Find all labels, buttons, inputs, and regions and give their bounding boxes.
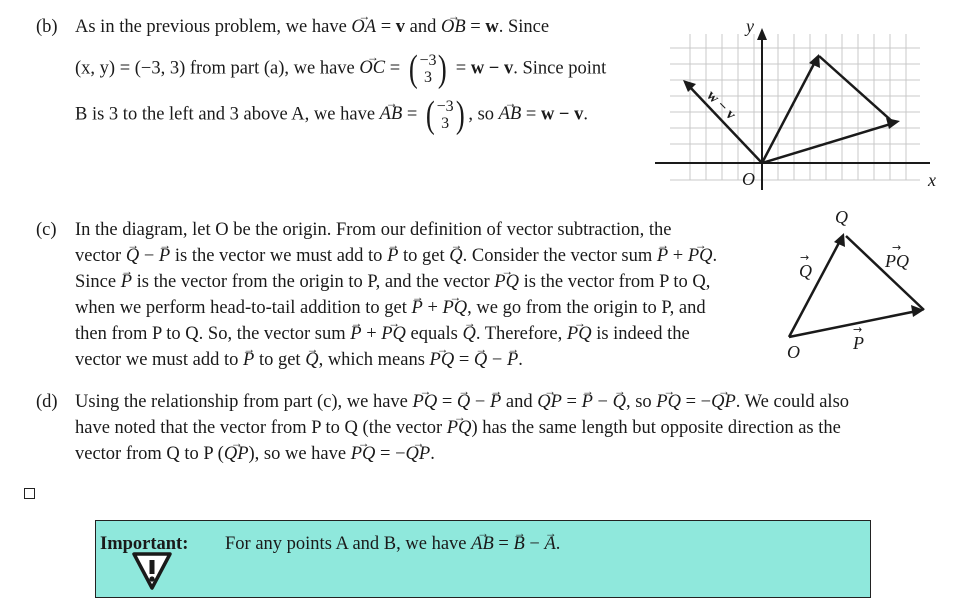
y-axis-label: y	[746, 16, 754, 36]
q-label: Q	[835, 207, 848, 227]
vector-pq	[846, 236, 924, 310]
part-b-line-2: (x, y) = (−3, 3) from part (a), we have → OC = ( −3 3 ) = w − v. Since point	[75, 50, 606, 88]
part-c-label: (c)	[36, 220, 57, 240]
vector-oa: → OA	[351, 16, 376, 38]
vector-ob: → OB	[441, 16, 466, 38]
part-c-line-1: In the diagram, let O be the origin. From our definition of vector subtraction, the	[75, 220, 672, 240]
p-vector-label: P	[853, 333, 864, 353]
vector-ab-2: → AB	[499, 103, 522, 125]
p-vector-arrow: →	[853, 323, 863, 336]
vector-oc: → OC	[359, 57, 385, 79]
end-of-proof-square	[24, 488, 35, 499]
origin-label: O	[742, 169, 755, 189]
part-c-line-6: vector we must add to → P to get → Q, which means → PQ = → Q − → P.	[75, 349, 523, 371]
part-d-line-1: Using the relationship from part (c), we have → PQ = → Q − → P and → QP = → P − → Q, so → PQ = −→ QP. We could also	[75, 391, 849, 413]
q-vector-arrow: →	[800, 251, 810, 264]
part-d-line-2: have noted that the vector from P to Q (the vector → PQ) has the same length but opposite direction as the	[75, 417, 841, 439]
vector-w-arrowhead	[809, 54, 820, 68]
pq-vector-label: PQ	[885, 251, 909, 271]
o-label: O	[787, 342, 800, 362]
vector-q-arrowhead	[834, 233, 845, 247]
vector-ab: → AB	[380, 103, 403, 125]
part-b-label: (b)	[36, 17, 58, 37]
y-axis-arrow	[757, 28, 767, 40]
vector-ab-diagonal	[819, 56, 894, 123]
x-axis-label: x	[928, 170, 936, 190]
part-d-label: (d)	[36, 392, 58, 412]
w-minus-v-label: w − v	[703, 87, 739, 124]
important-title: Important:	[100, 534, 189, 554]
column-vector: ( −3 3 )	[408, 48, 448, 90]
part-b-line-1: As in the previous problem, we have → OA = v and → OB = w. Since	[75, 16, 549, 38]
part-c-line-5: then from P to Q. So, the vector sum → P + → PQ equals → Q. Therefore, → PQ is indeed the	[75, 323, 690, 345]
column-vector-2: ( −3 3 )	[425, 94, 465, 136]
part-c-line-2: vector → Q − → P is the vector we must add to → P to get → Q. Consider the vector sum → P + → PQ.	[75, 245, 717, 267]
important-text: For any points A and B, we have → AB = → B − → A.	[225, 533, 560, 555]
part-c-line-3: Since → P is the vector from the origin to P, and the vector → PQ is the vector from P to Q,	[75, 271, 710, 293]
vector-q	[789, 239, 841, 337]
vector-grid-diagram	[650, 10, 950, 195]
warning-icon	[130, 551, 174, 591]
part-b-line-3: B is 3 to the left and 3 above A, we have → AB = ( −3 3 ) , so → AB = w − v.	[75, 96, 588, 134]
part-c-line-4: when we perform head-to-tail addition to get → P + → PQ, we go from the origin to P, and	[75, 297, 706, 319]
q-vector-label: Q	[799, 261, 812, 281]
part-d-line-3: vector from Q to P (→ QP), so we have → PQ = −→ QP.	[75, 443, 435, 465]
triangle-diagram	[775, 205, 945, 370]
pq-vector-arrow: →	[892, 241, 902, 254]
